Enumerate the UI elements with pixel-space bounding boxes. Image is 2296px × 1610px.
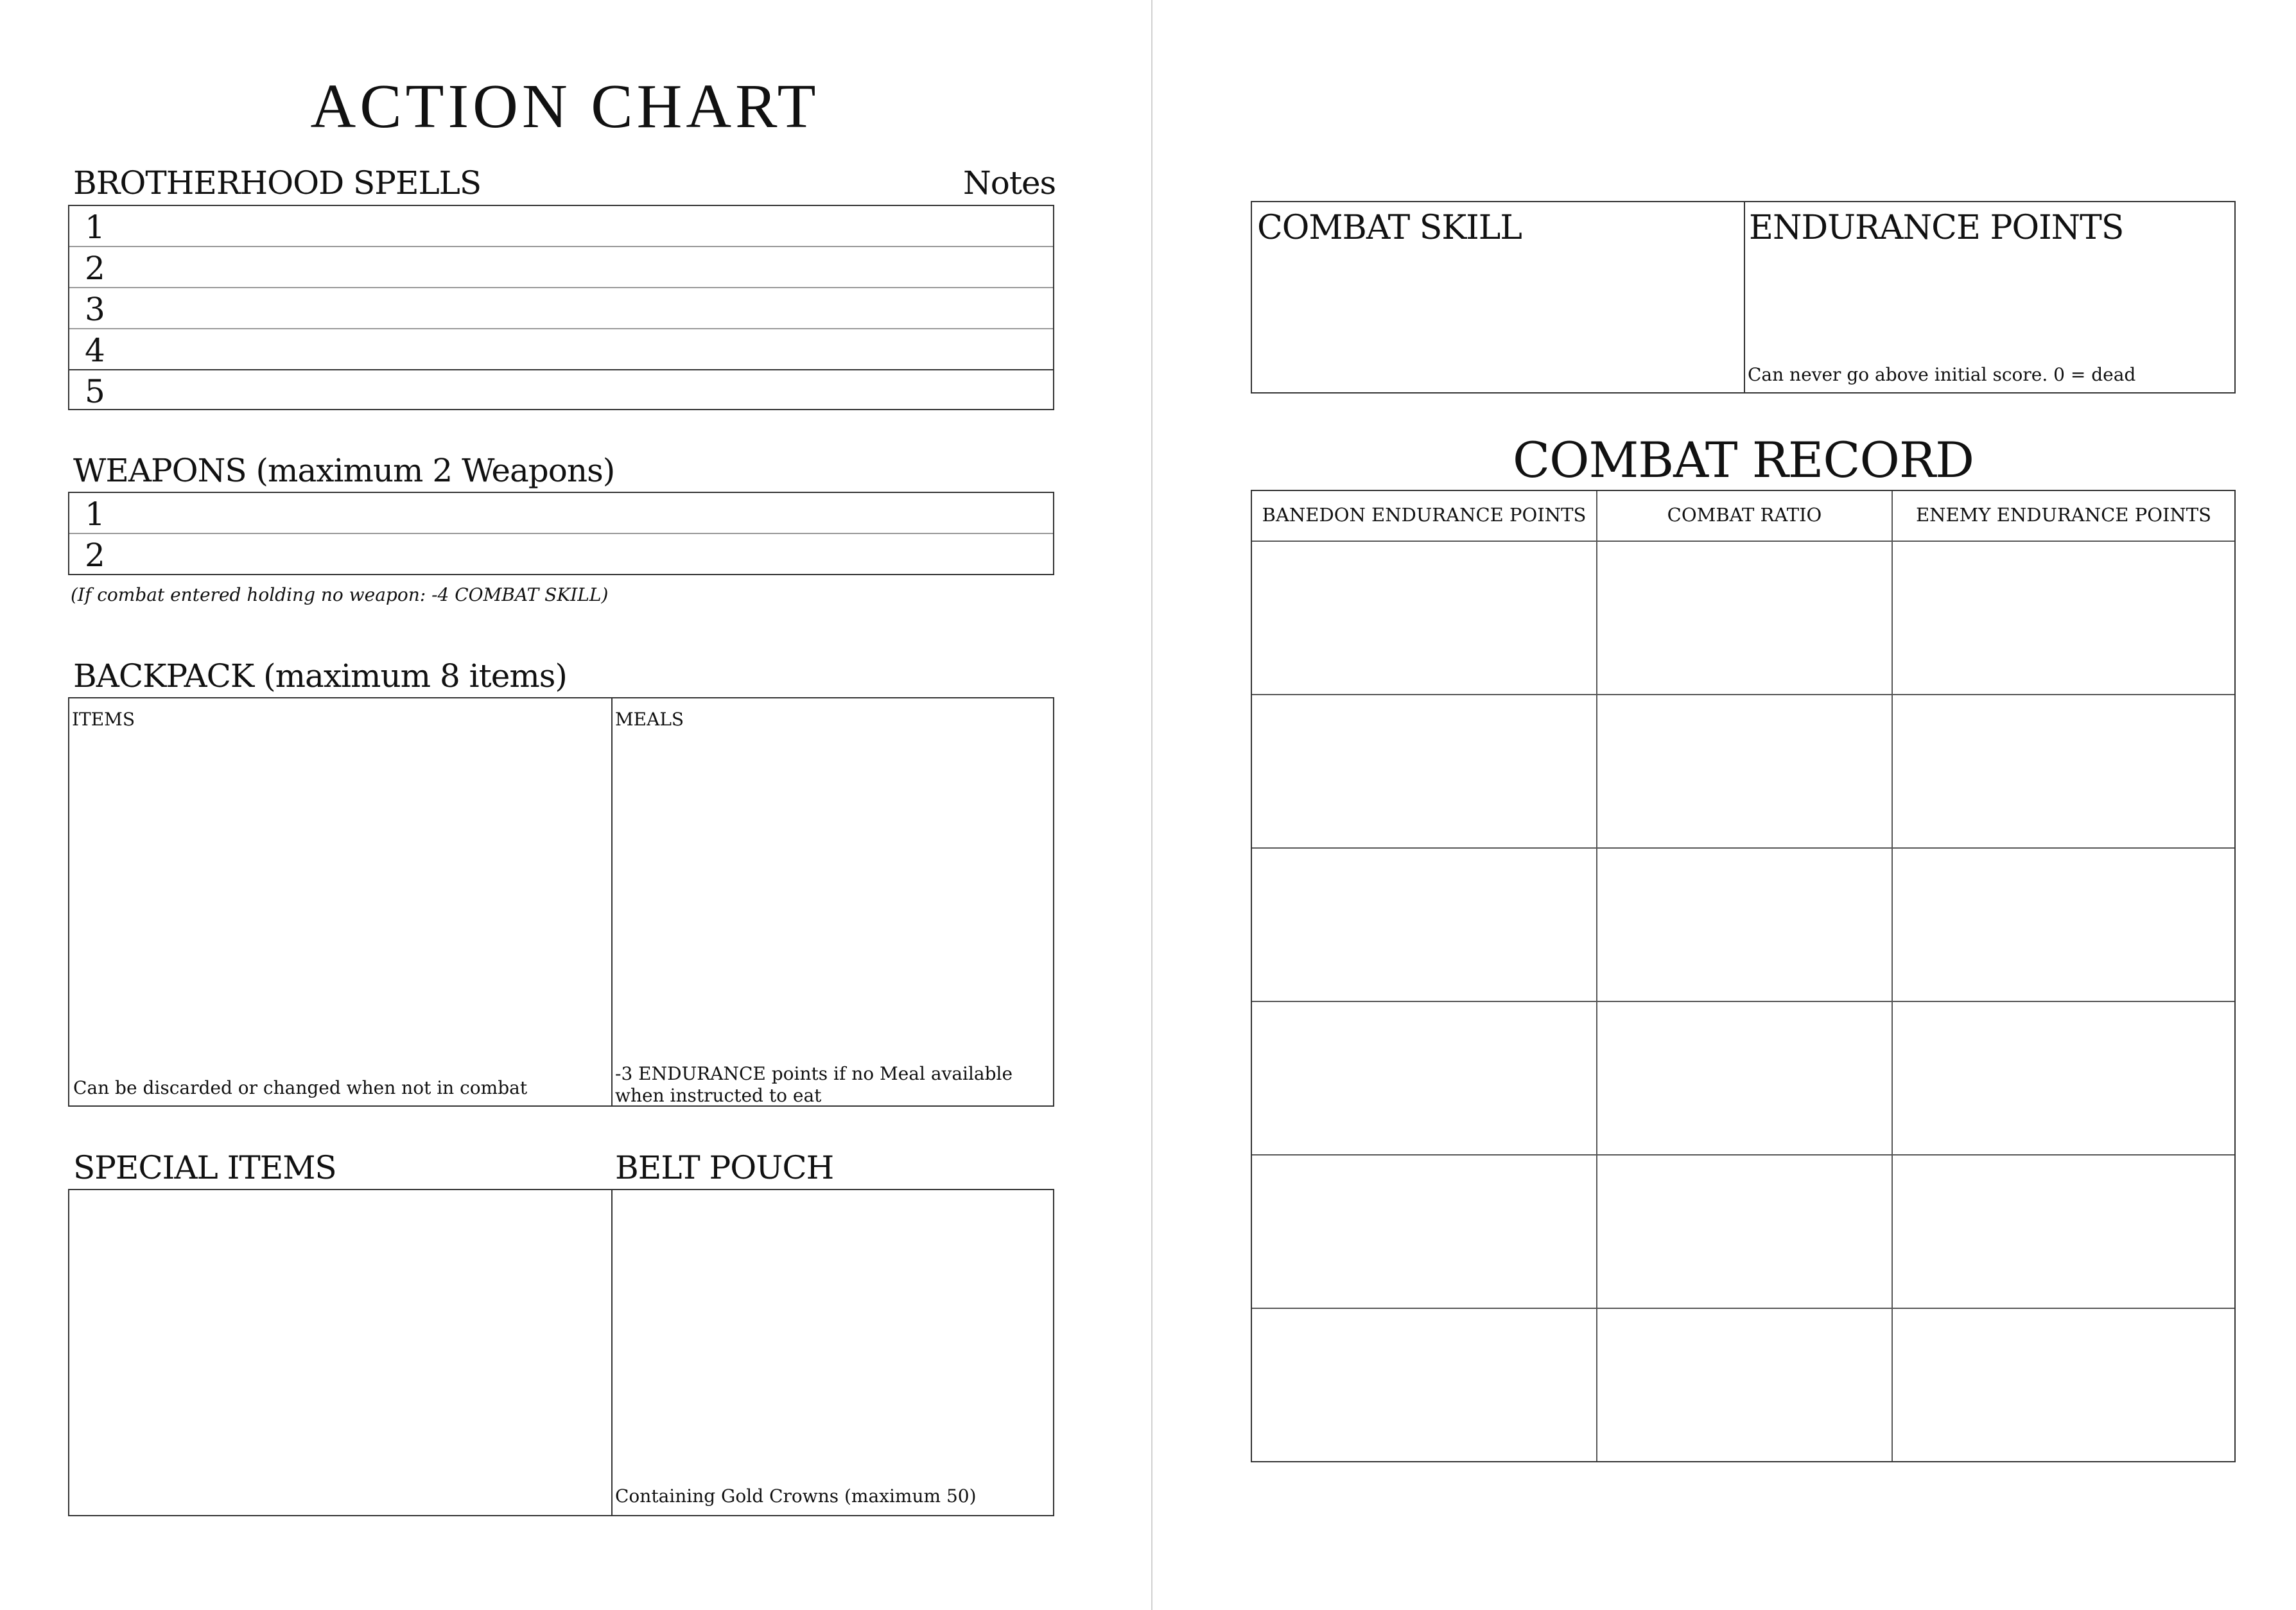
combat-record-cell[interactable] (1252, 1002, 1596, 1154)
combat-record-col-header: BANEDON ENDURANCE POINTS (1262, 504, 1587, 526)
weapons-table (68, 492, 1054, 575)
combat-record-cell[interactable] (1597, 1156, 1892, 1308)
endurance-note: Can never go above initial score. 0 = dead (1748, 364, 2136, 385)
combat-record-cell[interactable] (1252, 849, 1596, 1001)
spell-row[interactable] (69, 288, 1053, 329)
weapon-row[interactable] (69, 534, 1053, 575)
spell-row[interactable] (69, 370, 1053, 411)
meals-label: MEALS (615, 709, 684, 730)
combat-record-cell[interactable] (1893, 1156, 2234, 1308)
spell-row-number: 5 (85, 373, 105, 410)
spell-row-number: 1 (85, 209, 105, 246)
combat-record-cell[interactable] (1252, 542, 1596, 694)
weapon-row[interactable] (69, 493, 1053, 534)
combat-record-cell[interactable] (1597, 1002, 1892, 1154)
items-note: Can be discarded or changed when not in combat (73, 1077, 528, 1098)
spell-row[interactable] (69, 329, 1053, 370)
combat-skill-box[interactable] (1252, 202, 1744, 392)
spell-row-number: 2 (85, 250, 105, 287)
combat-record-cell[interactable] (1252, 1309, 1596, 1461)
spell-row[interactable] (69, 247, 1053, 288)
belt-pouch-note: Containing Gold Crowns (maximum 50) (615, 1485, 977, 1507)
spell-row-number: 4 (85, 332, 105, 369)
combat-record-cell[interactable] (1893, 1309, 2234, 1461)
page-title: ACTION CHART (310, 72, 820, 141)
combat-skill-label: COMBAT SKILL (1257, 209, 1522, 247)
items-label: ITEMS (72, 709, 135, 730)
combat-record-cell[interactable] (1252, 695, 1596, 847)
special-pouch-table (68, 1189, 1054, 1516)
special-items-area[interactable] (69, 1190, 611, 1515)
meals-note: -3 ENDURANCE points if no Meal available when instructed to eat (615, 1063, 1013, 1106)
combat-record-title: COMBAT RECORD (1512, 431, 1974, 489)
combat-record-cell[interactable] (1252, 1156, 1596, 1308)
backpack-table (68, 697, 1054, 1107)
combat-record-cell[interactable] (1893, 1002, 2234, 1154)
endurance-box[interactable] (1745, 202, 2234, 392)
spells-notes-label: Notes (963, 164, 1056, 202)
spell-row-number: 3 (85, 291, 105, 328)
weapon-row-number: 2 (85, 537, 105, 574)
combat-record-cell[interactable] (1893, 695, 2234, 847)
combat-record-cell[interactable] (1597, 695, 1892, 847)
combat-record-cell[interactable] (1597, 849, 1892, 1001)
combat-record-cell[interactable] (1893, 542, 2234, 694)
backpack-meals-area[interactable] (613, 698, 1053, 1105)
backpack-heading: BACKPACK (maximum 8 items) (73, 657, 567, 695)
spells-heading: BROTHERHOOD SPELLS (73, 164, 482, 202)
endurance-label: ENDURANCE POINTS (1749, 209, 2124, 247)
combat-record-col-header: COMBAT RATIO (1667, 504, 1822, 526)
spells-table (68, 205, 1054, 410)
combat-record-table (1251, 490, 2236, 1462)
combat-record-cell[interactable] (1597, 542, 1892, 694)
weapons-heading: WEAPONS (maximum 2 Weapons) (73, 452, 615, 489)
weapons-note: (If combat entered holding no weapon: -4 COMBAT SKILL) (71, 584, 609, 605)
special-items-heading: SPECIAL ITEMS (73, 1149, 336, 1186)
belt-pouch-area[interactable] (613, 1190, 1053, 1515)
page-divider (1151, 0, 1152, 1610)
combat-record-cell[interactable] (1893, 849, 2234, 1001)
combat-record-col-header: ENEMY ENDURANCE POINTS (1915, 504, 2212, 526)
belt-pouch-heading: BELT POUCH (615, 1149, 834, 1186)
stats-table (1251, 201, 2236, 394)
backpack-items-area[interactable] (69, 698, 611, 1105)
combat-record-cell[interactable] (1597, 1309, 1892, 1461)
weapon-row-number: 1 (85, 496, 105, 533)
spell-row[interactable] (69, 206, 1053, 247)
